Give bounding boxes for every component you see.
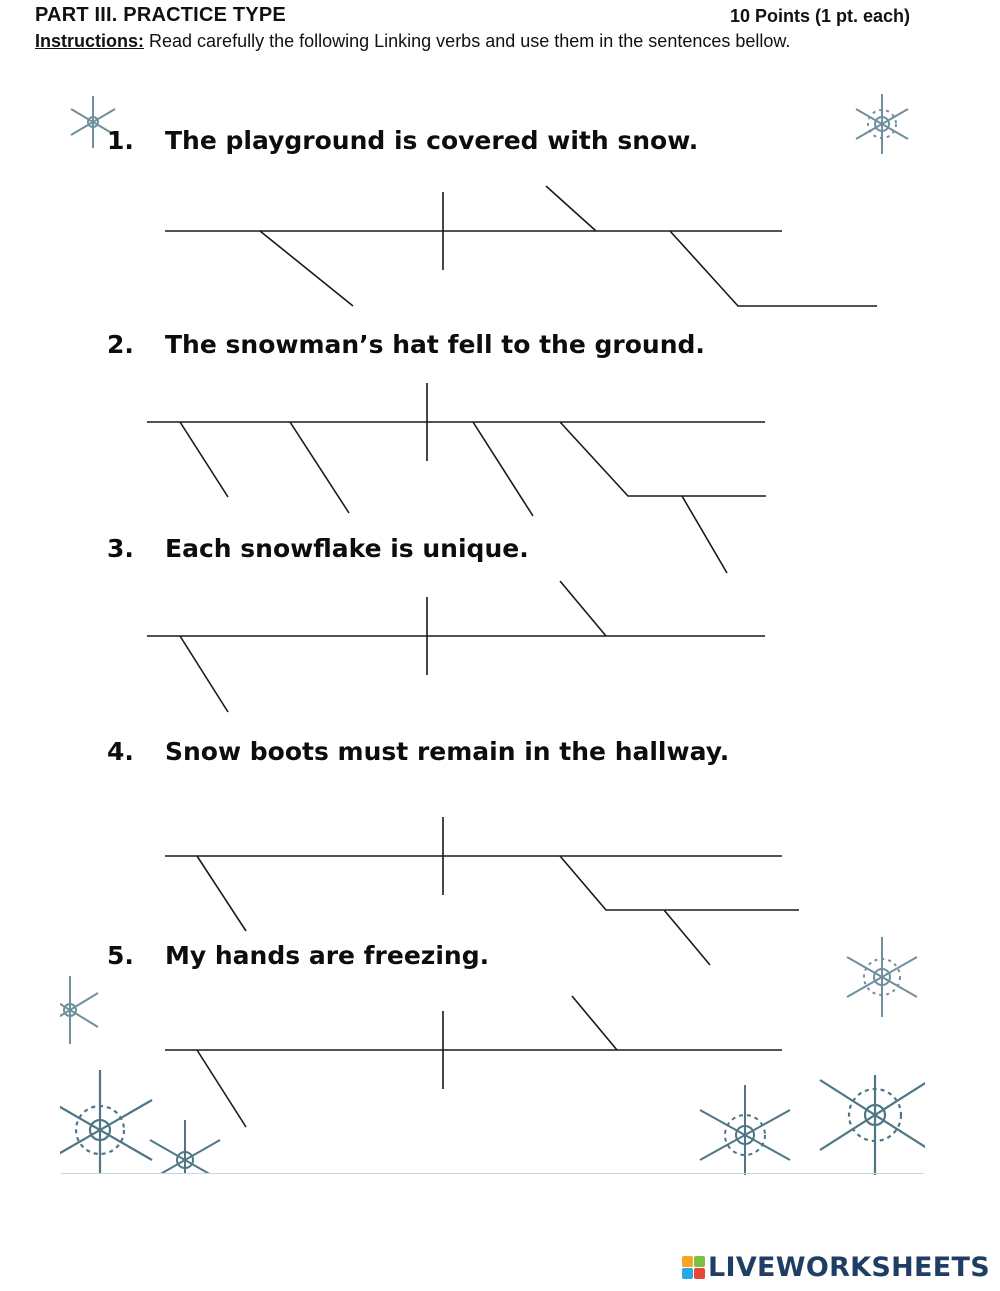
modifier-line bbox=[260, 231, 353, 306]
modifier-line bbox=[197, 1050, 246, 1127]
slant-line bbox=[546, 186, 596, 231]
prepositional-line bbox=[560, 856, 799, 910]
prepositional-line bbox=[560, 422, 766, 496]
instructions-label: Instructions: bbox=[35, 31, 145, 51]
modifier-line bbox=[290, 422, 349, 513]
instructions-text: Read carefully the following Linking verbs and use them in the sentences bellow. bbox=[144, 31, 791, 51]
sentence-number: 4. bbox=[107, 737, 134, 766]
diagram-1 bbox=[165, 186, 877, 306]
points-label: 10 Points (1 pt. each) bbox=[729, 6, 910, 26]
sentence-text: Each snowflake is unique. bbox=[165, 534, 529, 563]
diagram-5 bbox=[165, 996, 782, 1127]
liveworksheets-logo-icon bbox=[682, 1256, 705, 1279]
diagram-4 bbox=[165, 817, 799, 965]
logo-square bbox=[682, 1256, 693, 1267]
part-title: PART III. PRACTICE TYPE bbox=[35, 4, 286, 26]
diagram-2 bbox=[147, 383, 766, 573]
diagram-3 bbox=[147, 581, 765, 712]
sentence-number: 2. bbox=[107, 330, 134, 359]
logo-square bbox=[694, 1256, 705, 1267]
slant-line bbox=[572, 996, 617, 1050]
modifier-line bbox=[473, 422, 533, 516]
sentence-number: 3. bbox=[107, 534, 134, 563]
modifier-line bbox=[197, 856, 246, 931]
liveworksheets-brand bbox=[682, 1252, 990, 1283]
modifier-line bbox=[180, 636, 228, 712]
sentence-text: My hands are freezing. bbox=[165, 941, 490, 970]
sentence-number: 1. bbox=[107, 126, 134, 155]
sentence-text: The snowman’s hat fell to the ground. bbox=[165, 330, 705, 359]
modifier-line bbox=[682, 496, 727, 573]
slant-line bbox=[560, 581, 606, 636]
logo-square bbox=[682, 1268, 693, 1279]
logo-square bbox=[694, 1268, 705, 1279]
sentence-text: Snow boots must remain in the hallway. bbox=[165, 737, 730, 766]
brand-name: LIVEWORKSHEETS bbox=[707, 1252, 990, 1283]
sentence-number: 5. bbox=[107, 941, 134, 970]
modifier-line bbox=[180, 422, 228, 497]
modifier-line bbox=[664, 910, 710, 965]
sentence-text: The playground is covered with snow. bbox=[165, 126, 699, 155]
prepositional-line bbox=[670, 231, 877, 306]
